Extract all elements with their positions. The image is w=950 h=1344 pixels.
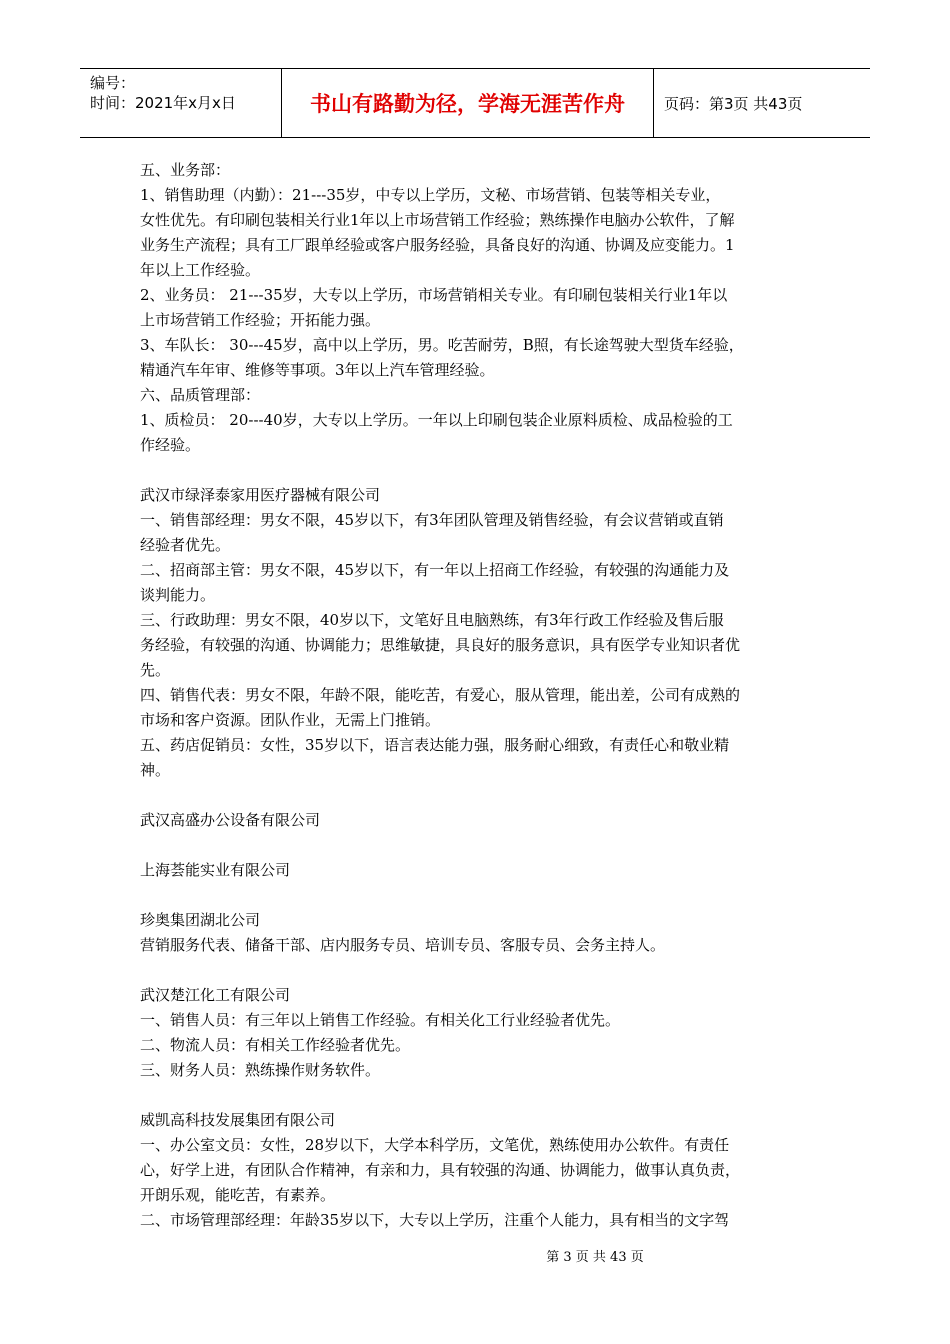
- body-line: 1、质检员： 20---40岁，大专以上学历。一年以上印刷包装企业原料质检、成品检验的工: [140, 411, 733, 429]
- body-line: 营销服务代表、储备干部、店内服务专员、培训专员、客服专员、会务主持人。: [140, 936, 666, 954]
- body-line: 二、招商部主管：男女不限，45岁以下，有一年以上招商工作经验，有较强的沟通能力及: [140, 561, 730, 579]
- body-line: 五、业务部：: [140, 161, 231, 179]
- body-line: 武汉市绿泽泰家用医疗器械有限公司: [140, 486, 381, 504]
- body-line: 神。: [140, 761, 171, 779]
- body-line: 五、药店促销员：女性，35岁以下，语言表达能力强，服务耐心细致，有责任心和敬业精: [140, 736, 730, 754]
- body-line: 作经验。: [140, 436, 201, 454]
- body-line: 业务生产流程；具有工厂跟单经验或客户服务经验，具备良好的沟通、协调及应变能力。1: [140, 236, 735, 254]
- body-line: 年以上工作经验。: [140, 261, 261, 279]
- body-line: 二、市场管理部经理：年龄35岁以下，大专以上学历，注重个人能力，具有相当的文字驾: [140, 1211, 730, 1229]
- header-motto: 书山有路勤为径，学海无涯苦作舟: [282, 69, 654, 137]
- header-page-info: 页码：第3页 共43页: [664, 94, 803, 113]
- document-body: [140, 158, 820, 1233]
- document-date-label: 时间：2021年x月x日: [90, 94, 236, 112]
- body-line: 先。: [140, 661, 171, 679]
- body-line: 一、销售人员：有三年以上销售工作经验。有相关化工行业经验者优先。: [140, 1011, 621, 1029]
- body-line: 武汉高盛办公设备有限公司: [140, 811, 321, 829]
- body-line: 三、财务人员：熟练操作财务软件。: [140, 1061, 381, 1079]
- body-line: 谈判能力。: [140, 586, 216, 604]
- body-line: 珍奥集团湖北公司: [140, 911, 261, 929]
- blank-line: [140, 883, 820, 908]
- body-line: 一、销售部经理：男女不限，45岁以下，有3年团队管理及销售经验，有会议营销或直销: [140, 511, 724, 529]
- body-line: 武汉楚江化工有限公司: [140, 986, 291, 1004]
- body-line: 1、销售助理（内勤）：21---35岁，中专以上学历，文秘、市场营销、包装等相关专业，: [140, 186, 721, 204]
- body-line: 六、品质管理部：: [140, 386, 261, 404]
- body-line: 一、办公室文员：女性，28岁以下，大学本科学历，文笔优，熟练使用办公软件。有责任: [140, 1136, 730, 1154]
- header-meta: [80, 69, 282, 137]
- blank-line: [140, 833, 820, 858]
- body-line: 市场和客户资源。团队作业，无需上门推销。: [140, 711, 441, 729]
- body-line: 精通汽车年审、维修等事项。3年以上汽车管理经验。: [140, 361, 495, 379]
- blank-line: [140, 458, 820, 483]
- body-line: 上市场营销工作经验；开拓能力强。: [140, 311, 381, 329]
- body-line: 威凯高科技发展集团有限公司: [140, 1111, 336, 1129]
- page-footer: 第 3 页 共 43 页: [546, 1250, 644, 1265]
- blank-line: [140, 783, 820, 808]
- body-line: 三、行政助理：男女不限，40岁以下，文笔好且电脑熟练，有3年行政工作经验及售后服: [140, 611, 724, 629]
- blank-line: [140, 958, 820, 983]
- body-line: 务经验，有较强的沟通、协调能力；思维敏捷，具良好的服务意识，具有医学专业知识者优: [140, 636, 741, 654]
- body-line: 四、销售代表：男女不限，年龄不限，能吃苦，有爱心，服从管理，能出差，公司有成熟的: [140, 686, 741, 704]
- body-line: 心，好学上进，有团队合作精神，有亲和力，具有较强的沟通、协调能力，做事认真负责，: [140, 1161, 741, 1179]
- body-line: 经验者优先。: [140, 536, 231, 554]
- body-line: 二、物流人员：有相关工作经验者优先。: [140, 1036, 411, 1054]
- document-number-label: 编号：: [90, 74, 136, 92]
- blank-line: [140, 1083, 820, 1108]
- page-header: [80, 68, 870, 138]
- body-line: 女性优先。有印刷包装相关行业1年以上市场营销工作经验；熟练操作电脑办公软件，了解: [140, 211, 735, 229]
- body-line: 开朗乐观，能吃苦，有素养。: [140, 1186, 336, 1204]
- body-line: 2、业务员： 21---35岁，大专以上学历，市场营销相关专业。有印刷包装相关行业1年以: [140, 286, 728, 304]
- body-line: 3、车队长： 30---45岁，高中以上学历，男。吃苦耐劳，B照，有长途驾驶大型货车经验，: [140, 336, 744, 354]
- body-line: 上海荟能实业有限公司: [140, 861, 291, 879]
